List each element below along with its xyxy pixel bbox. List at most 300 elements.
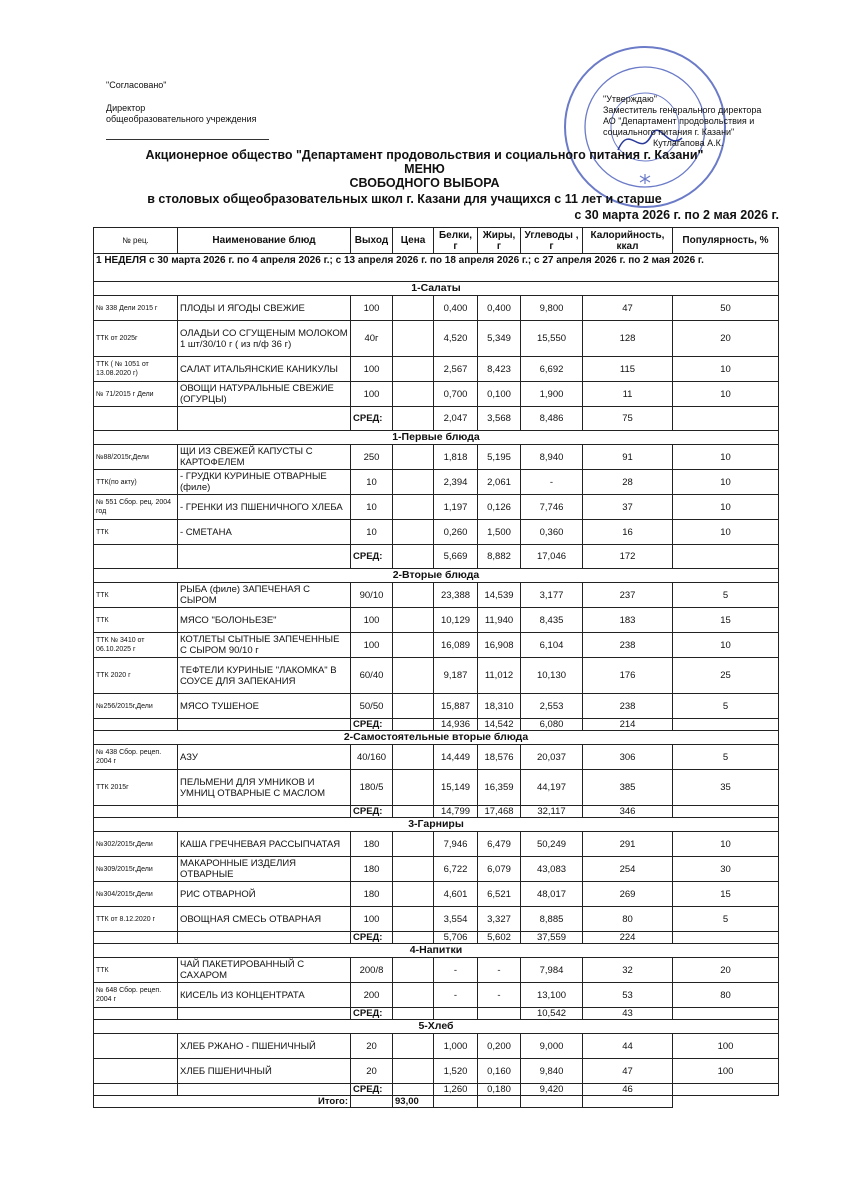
price xyxy=(393,633,434,658)
empty-cell xyxy=(478,1096,521,1108)
column-header: Цена xyxy=(393,228,434,254)
avg-protein: 1,260 xyxy=(434,1084,478,1096)
avg-carbs: 8,486 xyxy=(521,407,583,431)
avg-calories: 172 xyxy=(583,545,673,569)
portion-yield: 100 xyxy=(351,382,393,407)
avg-protein: 14,936 xyxy=(434,719,478,731)
table-row xyxy=(94,382,779,407)
calories: 16 xyxy=(583,520,673,545)
recipe-number: ТТК 2020 г xyxy=(94,658,178,694)
fat: 6,479 xyxy=(478,832,521,857)
fat: 14,539 xyxy=(478,583,521,608)
recipe-number: № 338 Дели 2015 г xyxy=(94,296,178,321)
agreed-block xyxy=(106,80,269,140)
price xyxy=(393,470,434,495)
table-row xyxy=(94,608,779,633)
section-title: 1-Первые блюда xyxy=(94,431,779,445)
protein: 0,700 xyxy=(434,382,478,407)
calories: 176 xyxy=(583,658,673,694)
carbs: 6,104 xyxy=(521,633,583,658)
dish-name: МЯСО ТУШЕНОЕ xyxy=(178,694,351,719)
section-header xyxy=(94,282,779,296)
table-row xyxy=(94,470,779,495)
avg-fat: 17,468 xyxy=(478,806,521,818)
popularity: 80 xyxy=(673,983,779,1008)
empty-cell xyxy=(393,932,434,944)
portion-yield: 200 xyxy=(351,983,393,1008)
dish-name: - СМЕТАНА xyxy=(178,520,351,545)
menu-subtitle: в столовых общеобразовательных школ г. Казани для учащихся с 11 лет и старше xyxy=(147,192,662,206)
avg-carbs: 6,080 xyxy=(521,719,583,731)
dish-name: АЗУ xyxy=(178,745,351,770)
calories: 291 xyxy=(583,832,673,857)
column-header: Калорийность, ккал xyxy=(583,228,673,254)
portion-yield: 20 xyxy=(351,1034,393,1059)
table-row xyxy=(94,658,779,694)
portion-yield: 10 xyxy=(351,520,393,545)
price xyxy=(393,832,434,857)
empty-cell xyxy=(393,1084,434,1096)
section-header xyxy=(94,569,779,583)
price xyxy=(393,882,434,907)
average-label: СРЕД: xyxy=(351,719,393,731)
section-title: 5-Хлеб xyxy=(94,1020,779,1034)
table-row xyxy=(94,882,779,907)
column-header: Углеводы , г xyxy=(521,228,583,254)
price xyxy=(393,745,434,770)
table-row xyxy=(94,832,779,857)
avg-carbs: 10,542 xyxy=(521,1008,583,1020)
fat: 16,908 xyxy=(478,633,521,658)
approver-org-1: АО "Департамент продовольствия и xyxy=(603,116,755,126)
portion-yield: 100 xyxy=(351,296,393,321)
empty-cell xyxy=(94,806,178,818)
dish-name: КОТЛЕТЫ СЫТНЫЕ ЗАПЕЧЕННЫЕ С СЫРОМ 90/10 г xyxy=(178,633,351,658)
table-row xyxy=(94,907,779,932)
table-row xyxy=(94,857,779,882)
table-row xyxy=(94,958,779,983)
protein: 1,818 xyxy=(434,445,478,470)
recipe-number: ТТК 2015г xyxy=(94,770,178,806)
portion-yield: 180 xyxy=(351,832,393,857)
dish-name: ХЛЕБ РЖАНО - ПШЕНИЧНЫЙ xyxy=(178,1034,351,1059)
column-header: Наименование блюд xyxy=(178,228,351,254)
avg-carbs: 37,559 xyxy=(521,932,583,944)
calories: 128 xyxy=(583,321,673,357)
portion-yield: 10 xyxy=(351,495,393,520)
empty-cell xyxy=(178,1084,351,1096)
dish-name: РЫБА (филе) ЗАПЕЧЕНАЯ С СЫРОМ xyxy=(178,583,351,608)
fat: 0,160 xyxy=(478,1059,521,1084)
carbs: 13,100 xyxy=(521,983,583,1008)
empty-cell xyxy=(673,1084,779,1096)
table-row xyxy=(94,694,779,719)
protein: 15,887 xyxy=(434,694,478,719)
table-row xyxy=(94,745,779,770)
recipe-number xyxy=(94,1059,178,1084)
total-price: 93,00 xyxy=(393,1096,434,1108)
recipe-number: №302/2015г,Дели xyxy=(94,832,178,857)
empty-cell xyxy=(434,1096,478,1108)
recipe-number: ТТК от 8.12.2020 г xyxy=(94,907,178,932)
calories: 254 xyxy=(583,857,673,882)
recipe-number: №256/2015г,Дели xyxy=(94,694,178,719)
recipe-number xyxy=(94,1034,178,1059)
empty-cell xyxy=(178,719,351,731)
fat: 0,200 xyxy=(478,1034,521,1059)
price xyxy=(393,694,434,719)
recipe-number: №304/2015г,Дели xyxy=(94,882,178,907)
calories: 115 xyxy=(583,357,673,382)
popularity: 15 xyxy=(673,882,779,907)
column-header: Жиры, г xyxy=(478,228,521,254)
protein: 2,394 xyxy=(434,470,478,495)
empty-cell xyxy=(94,932,178,944)
table-row xyxy=(94,770,779,806)
calories: 269 xyxy=(583,882,673,907)
carbs: 9,800 xyxy=(521,296,583,321)
agreed-label: "Согласовано" xyxy=(106,80,167,90)
popularity: 5 xyxy=(673,907,779,932)
protein: 0,400 xyxy=(434,296,478,321)
carbs: 9,000 xyxy=(521,1034,583,1059)
avg-fat: 5,602 xyxy=(478,932,521,944)
calories: 183 xyxy=(583,608,673,633)
carbs: 0,360 xyxy=(521,520,583,545)
total-label: Итого: xyxy=(94,1096,351,1108)
protein: 23,388 xyxy=(434,583,478,608)
table-row xyxy=(94,321,779,357)
table-row xyxy=(94,357,779,382)
dish-name: МАКАРОННЫЕ ИЗДЕЛИЯ ОТВАРНЫЕ xyxy=(178,857,351,882)
price xyxy=(393,770,434,806)
fat: 6,079 xyxy=(478,857,521,882)
carbs: 7,746 xyxy=(521,495,583,520)
dish-name: САЛАТ ИТАЛЬЯНСКИЕ КАНИКУЛЫ xyxy=(178,357,351,382)
dish-name: ТЕФТЕЛИ КУРИНЫЕ "ЛАКОМКА" В СОУСЕ ДЛЯ ЗАПЕКАНИЯ xyxy=(178,658,351,694)
popularity: 10 xyxy=(673,633,779,658)
carbs: 7,984 xyxy=(521,958,583,983)
avg-calories: 214 xyxy=(583,719,673,731)
fat: 18,310 xyxy=(478,694,521,719)
calories: 91 xyxy=(583,445,673,470)
portion-yield: 100 xyxy=(351,633,393,658)
avg-protein: 14,799 xyxy=(434,806,478,818)
week-row xyxy=(94,254,779,282)
calories: 32 xyxy=(583,958,673,983)
protein: 0,260 xyxy=(434,520,478,545)
recipe-number: ТТК xyxy=(94,608,178,633)
recipe-number: ТТК xyxy=(94,583,178,608)
portion-yield: 100 xyxy=(351,608,393,633)
empty-cell xyxy=(673,719,779,731)
avg-calories: 346 xyxy=(583,806,673,818)
empty-cell xyxy=(94,719,178,731)
menu-title: МЕНЮ xyxy=(404,162,445,176)
portion-yield: 40/160 xyxy=(351,745,393,770)
fat: 6,521 xyxy=(478,882,521,907)
avg-carbs: 17,046 xyxy=(521,545,583,569)
price xyxy=(393,1059,434,1084)
avg-fat: 0,180 xyxy=(478,1084,521,1096)
fat: - xyxy=(478,983,521,1008)
fat: 5,195 xyxy=(478,445,521,470)
popularity: 10 xyxy=(673,832,779,857)
portion-yield: 40г xyxy=(351,321,393,357)
empty-cell xyxy=(94,1084,178,1096)
price xyxy=(393,658,434,694)
empty-cell xyxy=(178,407,351,431)
table-header xyxy=(94,228,779,254)
table-row xyxy=(94,633,779,658)
column-header: Выход xyxy=(351,228,393,254)
portion-yield: 100 xyxy=(351,357,393,382)
carbs: 8,940 xyxy=(521,445,583,470)
portion-yield: 180 xyxy=(351,857,393,882)
fat: 0,400 xyxy=(478,296,521,321)
price xyxy=(393,1034,434,1059)
average-label: СРЕД: xyxy=(351,1008,393,1020)
average-row xyxy=(94,806,779,818)
average-label: СРЕД: xyxy=(351,806,393,818)
empty-cell xyxy=(94,545,178,569)
recipe-number: ТТК от 2025г xyxy=(94,321,178,357)
empty-cell xyxy=(94,407,178,431)
section-title: 1-Салаты xyxy=(94,282,779,296)
recipe-number: ТТК xyxy=(94,958,178,983)
empty-cell xyxy=(673,932,779,944)
fat: 0,100 xyxy=(478,382,521,407)
protein: 10,129 xyxy=(434,608,478,633)
popularity: 100 xyxy=(673,1059,779,1084)
carbs: 1,900 xyxy=(521,382,583,407)
dish-name: ОВОЩНАЯ СМЕСЬ ОТВАРНАЯ xyxy=(178,907,351,932)
average-label: СРЕД: xyxy=(351,545,393,569)
avg-fat xyxy=(478,1008,521,1020)
empty-cell xyxy=(351,1096,393,1108)
empty-cell xyxy=(178,545,351,569)
section-header xyxy=(94,1020,779,1034)
popularity: 50 xyxy=(673,296,779,321)
avg-protein xyxy=(434,1008,478,1020)
section-header xyxy=(94,818,779,832)
calories: 80 xyxy=(583,907,673,932)
portion-yield: 250 xyxy=(351,445,393,470)
protein: 14,449 xyxy=(434,745,478,770)
portion-yield: 10 xyxy=(351,470,393,495)
table-row xyxy=(94,1034,779,1059)
price xyxy=(393,958,434,983)
fat: 1,500 xyxy=(478,520,521,545)
portion-yield: 50/50 xyxy=(351,694,393,719)
price xyxy=(393,907,434,932)
menu-table xyxy=(93,227,779,1108)
avg-carbs: 9,420 xyxy=(521,1084,583,1096)
carbs: 10,130 xyxy=(521,658,583,694)
popularity: 10 xyxy=(673,520,779,545)
calories: 385 xyxy=(583,770,673,806)
empty-cell xyxy=(393,1008,434,1020)
dish-name: КИСЕЛЬ ИЗ КОНЦЕНТРАТА xyxy=(178,983,351,1008)
price xyxy=(393,608,434,633)
empty-cell xyxy=(393,545,434,569)
avg-calories: 224 xyxy=(583,932,673,944)
fat: 8,423 xyxy=(478,357,521,382)
section-title: 2-Самостоятельные вторые блюда xyxy=(94,731,779,745)
empty-cell xyxy=(393,407,434,431)
portion-yield: 90/10 xyxy=(351,583,393,608)
empty-cell xyxy=(393,806,434,818)
price xyxy=(393,296,434,321)
empty-cell xyxy=(673,545,779,569)
protein: - xyxy=(434,958,478,983)
dish-name: ПЕЛЬМЕНИ ДЛЯ УМНИКОВ И УМНИЦ ОТВАРНЫЕ С МАСЛОМ xyxy=(178,770,351,806)
approver-role: Заместитель генерального директора xyxy=(603,105,762,115)
empty-cell xyxy=(178,1008,351,1020)
calories: 47 xyxy=(583,1059,673,1084)
carbs: 3,177 xyxy=(521,583,583,608)
avg-calories: 46 xyxy=(583,1084,673,1096)
avg-calories: 43 xyxy=(583,1008,673,1020)
calories: 28 xyxy=(583,470,673,495)
recipe-number: ТТК(по акту) xyxy=(94,470,178,495)
protein: 2,567 xyxy=(434,357,478,382)
protein: 9,187 xyxy=(434,658,478,694)
price xyxy=(393,445,434,470)
carbs: 6,692 xyxy=(521,357,583,382)
dish-name: ЩИ ИЗ СВЕЖЕЙ КАПУСТЫ С КАРТОФЕЛЕМ xyxy=(178,445,351,470)
average-label: СРЕД: xyxy=(351,1084,393,1096)
average-label: СРЕД: xyxy=(351,932,393,944)
carbs: 15,550 xyxy=(521,321,583,357)
popularity: 10 xyxy=(673,382,779,407)
dish-name: ОЛАДЬИ СО СГУЩЕНЫМ МОЛОКОМ 1 шт/30/10 г ( из п/ф 36 г) xyxy=(178,321,351,357)
popularity: 10 xyxy=(673,357,779,382)
popularity: 5 xyxy=(673,583,779,608)
price xyxy=(393,983,434,1008)
popularity: 5 xyxy=(673,694,779,719)
dish-name: ПЛОДЫ И ЯГОДЫ СВЕЖИЕ xyxy=(178,296,351,321)
popularity: 20 xyxy=(673,321,779,357)
popularity: 10 xyxy=(673,495,779,520)
dish-name: - ГРЕНКИ ИЗ ПШЕНИЧНОГО ХЛЕБА xyxy=(178,495,351,520)
protein: 4,601 xyxy=(434,882,478,907)
approver-org-2: социального питания г. Казани" xyxy=(603,127,735,137)
price xyxy=(393,382,434,407)
table-row xyxy=(94,495,779,520)
fat: - xyxy=(478,958,521,983)
dish-name: ОВОЩИ НАТУРАЛЬНЫЕ СВЕЖИЕ (ОГУРЦЫ) xyxy=(178,382,351,407)
fat: 2,061 xyxy=(478,470,521,495)
recipe-number: № 648 Сбор. рецеп. 2004 г xyxy=(94,983,178,1008)
protein: 15,149 xyxy=(434,770,478,806)
signature-line xyxy=(106,125,269,140)
approved-label: "Утверждаю" xyxy=(603,94,657,104)
fat: 18,576 xyxy=(478,745,521,770)
price xyxy=(393,857,434,882)
column-header: Популярность, % xyxy=(673,228,779,254)
calories: 44 xyxy=(583,1034,673,1059)
price xyxy=(393,321,434,357)
table-row xyxy=(94,1059,779,1084)
section-header xyxy=(94,731,779,745)
recipe-number: №309/2015г,Дели xyxy=(94,857,178,882)
table-row xyxy=(94,520,779,545)
fat: 11,940 xyxy=(478,608,521,633)
empty-cell xyxy=(673,407,779,431)
calories: 47 xyxy=(583,296,673,321)
recipe-number: ТТК № 3410 от 06.10.2025 г xyxy=(94,633,178,658)
protein: 16,089 xyxy=(434,633,478,658)
calories: 53 xyxy=(583,983,673,1008)
fat: 11,012 xyxy=(478,658,521,694)
dish-name: РИС ОТВАРНОЙ xyxy=(178,882,351,907)
popularity: 5 xyxy=(673,745,779,770)
portion-yield: 180 xyxy=(351,882,393,907)
price xyxy=(393,357,434,382)
approved-block xyxy=(603,94,761,149)
section-title: 3-Гарниры xyxy=(94,818,779,832)
recipe-number: №88/2015г,Дели xyxy=(94,445,178,470)
column-header: № рец. xyxy=(94,228,178,254)
dish-name: КАША ГРЕЧНЕВАЯ РАССЫПЧАТАЯ xyxy=(178,832,351,857)
average-row xyxy=(94,1084,779,1096)
protein: 1,197 xyxy=(434,495,478,520)
empty-cell xyxy=(521,1096,583,1108)
protein: 1,000 xyxy=(434,1034,478,1059)
portion-yield: 20 xyxy=(351,1059,393,1084)
carbs: 20,037 xyxy=(521,745,583,770)
approver-name: Кутлагапова А.К. xyxy=(653,138,724,148)
week-label: 1 НЕДЕЛЯ с 30 марта 2026 г. по 4 апреля 2026 г.; с 13 апреля 2026 г. по 18 апреля 2026 г.; с 27 апреля 2026 г. по 2 мая 2026 г. xyxy=(94,254,779,282)
average-row xyxy=(94,932,779,944)
portion-yield: 60/40 xyxy=(351,658,393,694)
popularity: 100 xyxy=(673,1034,779,1059)
menu-period: с 30 марта 2026 г. по 2 мая 2026 г. xyxy=(574,208,779,222)
avg-carbs: 32,117 xyxy=(521,806,583,818)
carbs: 9,840 xyxy=(521,1059,583,1084)
org-title: Акционерное общество "Департамент продовольствия и социального питания г. Казани" xyxy=(145,148,704,162)
fat: 0,126 xyxy=(478,495,521,520)
calories: 11 xyxy=(583,382,673,407)
protein: 1,520 xyxy=(434,1059,478,1084)
director-org: общеобразовательного учреждения xyxy=(106,114,257,124)
average-row xyxy=(94,545,779,569)
director-role: Директор xyxy=(106,103,146,113)
empty-cell xyxy=(393,719,434,731)
portion-yield: 200/8 xyxy=(351,958,393,983)
popularity: 25 xyxy=(673,658,779,694)
dish-name: МЯСО "БОЛОНЬЕЗЕ" xyxy=(178,608,351,633)
average-row xyxy=(94,719,779,731)
carbs: - xyxy=(521,470,583,495)
popularity: 10 xyxy=(673,445,779,470)
table-row xyxy=(94,983,779,1008)
protein: 6,722 xyxy=(434,857,478,882)
table-row xyxy=(94,296,779,321)
portion-yield: 100 xyxy=(351,907,393,932)
empty-cell xyxy=(673,806,779,818)
fat: 3,327 xyxy=(478,907,521,932)
dish-name: ХЛЕБ ПШЕНИЧНЫЙ xyxy=(178,1059,351,1084)
carbs: 8,435 xyxy=(521,608,583,633)
recipe-number: № 551 Сбор. рец. 2004 год xyxy=(94,495,178,520)
empty-cell xyxy=(673,1096,779,1108)
recipe-number: № 438 Сбор. рецеп. 2004 г xyxy=(94,745,178,770)
section-title: 2-Вторые блюда xyxy=(94,569,779,583)
empty-cell xyxy=(673,1008,779,1020)
protein: 7,946 xyxy=(434,832,478,857)
